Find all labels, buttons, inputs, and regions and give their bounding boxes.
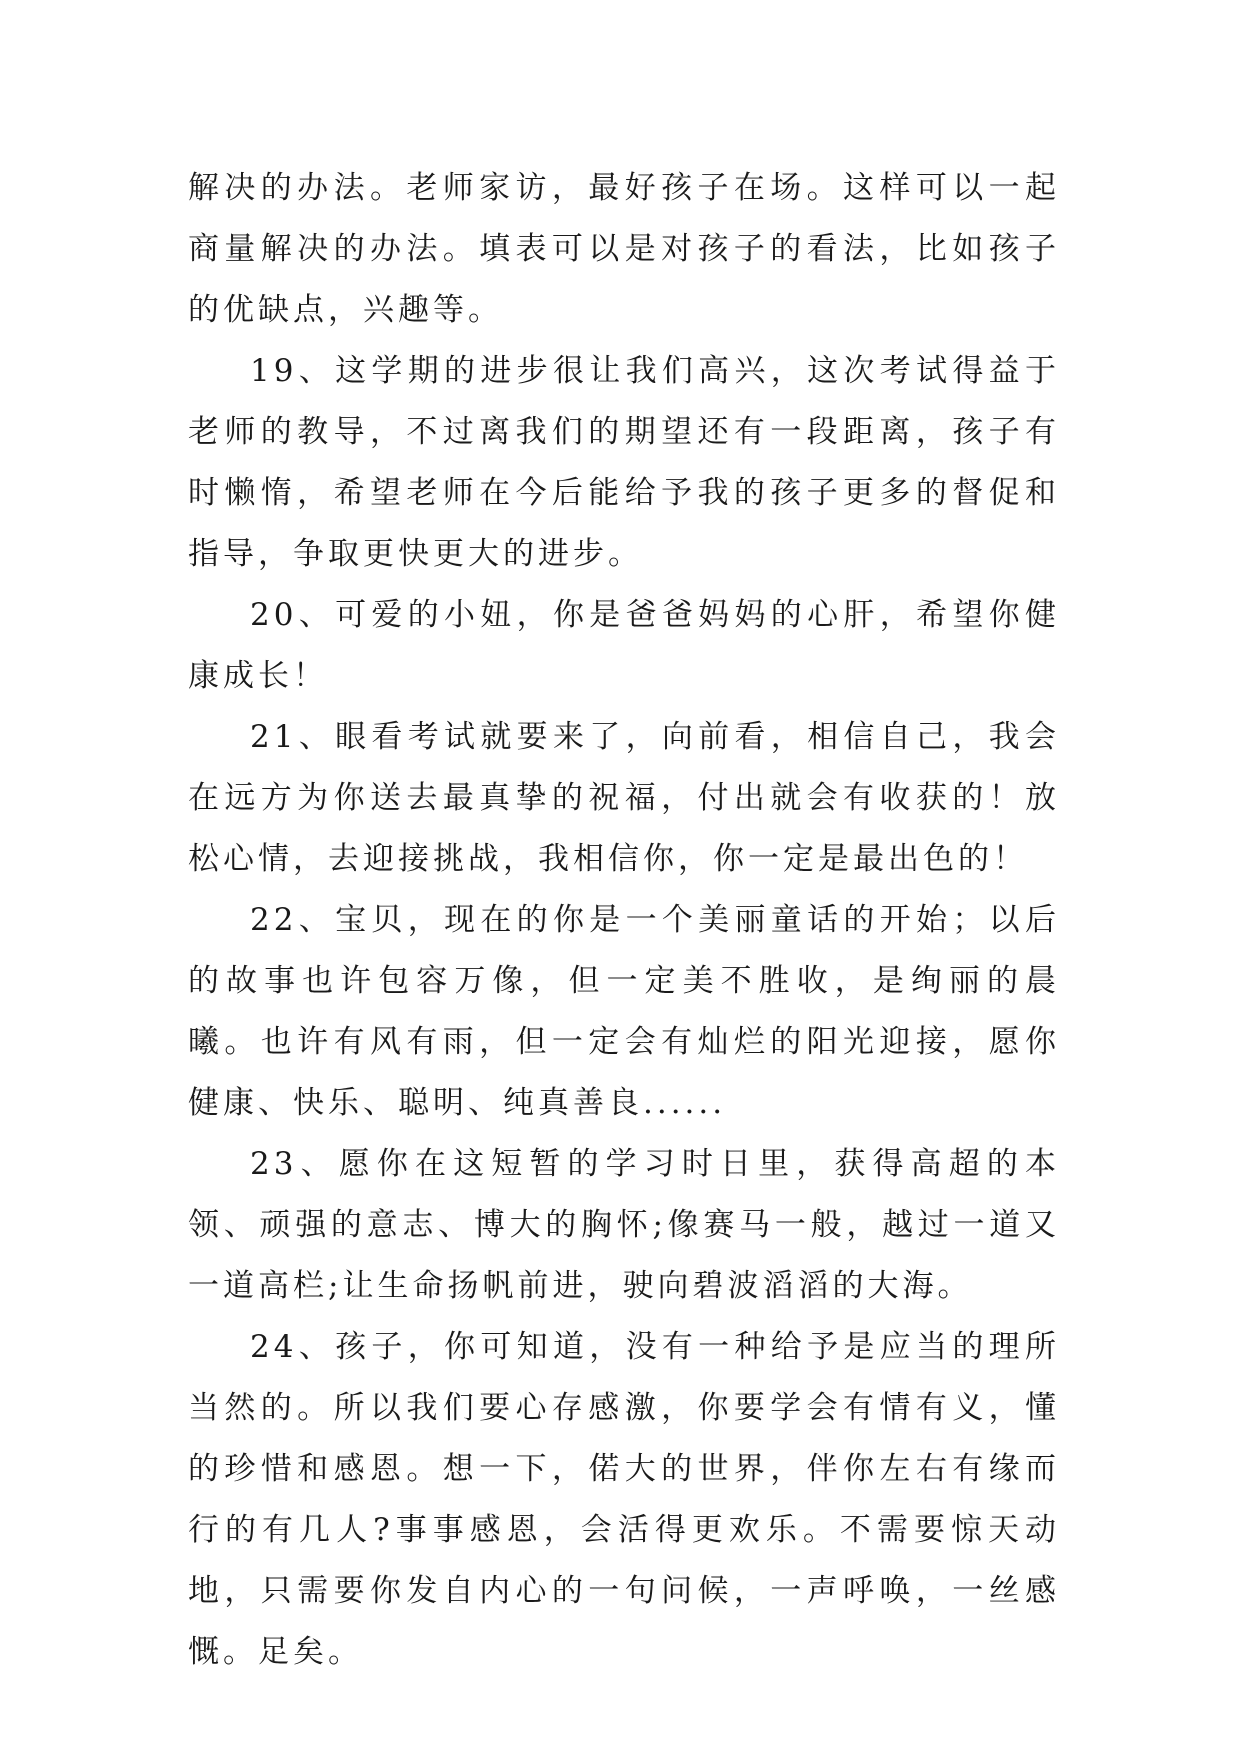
paragraph-21: 21、眼看考试就要来了，向前看，相信自己，我会在远方为你送去最真挚的祝福，付出就会有收获的！放松心情，去迎接挑战，我相信你，你一定是最出色的！ <box>188 719 1060 877</box>
paragraph-24: 24、孩子，你可知道，没有一种给予是应当的理所当然的。所以我们要心存感激，你要学会有情有义，懂的珍惜和感恩。想一下，偌大的世界，伴你左右有缘而行的有几人?事事感恩，会活得更欢乐。不需要惊天动地，只需要你发自内心的一句问候，一声呼唤，一丝感慨。足矣。 <box>188 1329 1060 1670</box>
document-body <box>188 158 1060 1683</box>
paragraph-continued: 解决的办法。老师家访，最好孩子在场。这样可以一起商量解决的办法。填表可以是对孩子的看法，比如孩子的优缺点，兴趣等。 <box>188 170 1060 328</box>
paragraph-20: 20、可爱的小妞，你是爸爸妈妈的心肝，希望你健康成长！ <box>188 597 1060 694</box>
paragraph-23: 23、愿你在这短暂的学习时日里，获得高超的本领、顽强的意志、博大的胸怀;像赛马一般，越过一道又一道高栏;让生命扬帆前进，驶向碧波滔滔的大海。 <box>188 1146 1060 1304</box>
paragraph-22: 22、宝贝，现在的你是一个美丽童话的开始；以后的故事也许包容万像，但一定美不胜收，是绚丽的晨曦。也许有风有雨，但一定会有灿烂的阳光迎接，愿你健康、快乐、聪明、纯真善良...... <box>188 902 1060 1121</box>
paragraph-19: 19、这学期的进步很让我们高兴，这次考试得益于老师的教导，不过离我们的期望还有一段距离，孩子有时懒惰，希望老师在今后能给予我的孩子更多的督促和指导，争取更快更大的进步。 <box>188 353 1060 572</box>
